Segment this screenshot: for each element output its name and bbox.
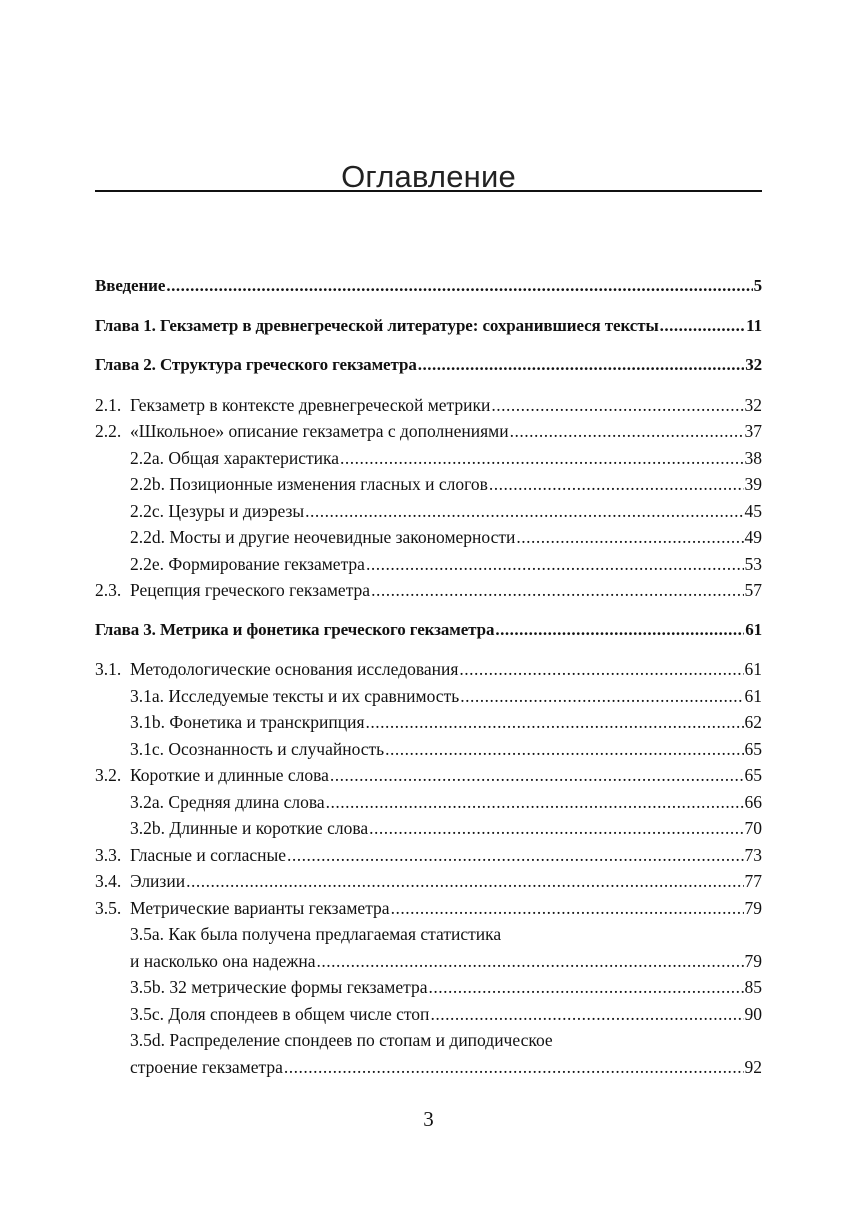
toc-entry-label: 2.2c. Цезуры и диэрезы bbox=[130, 500, 305, 521]
toc-entry-title bbox=[130, 1027, 553, 1054]
toc-entry-title bbox=[130, 683, 459, 710]
toc-entry-number: 3.1. bbox=[95, 659, 122, 679]
toc-entry-page: 45 bbox=[744, 500, 762, 521]
toc-entry-page: 77 bbox=[744, 871, 762, 891]
toc-entry-label: 3.5b. 32 метрические формы гекзаметра bbox=[130, 977, 428, 997]
toc-entry-label: Введение bbox=[95, 276, 166, 295]
toc-entry-label: Глава 2. Структура греческого гекзаметра bbox=[95, 355, 417, 374]
toc-entry[interactable] bbox=[95, 868, 762, 895]
toc-entry[interactable] bbox=[95, 313, 762, 340]
toc-entry-title bbox=[130, 1001, 429, 1028]
toc-entry[interactable] bbox=[95, 471, 762, 498]
toc-entry-label: Короткие и длинные слова bbox=[130, 765, 329, 785]
toc-entry-title bbox=[95, 577, 370, 604]
toc-entry-label: 2.2e. Формирование гекзаметра bbox=[130, 553, 365, 574]
toc-entry-title bbox=[95, 656, 458, 683]
toc-entry-title bbox=[95, 617, 494, 644]
toc-entry[interactable] bbox=[95, 551, 762, 578]
dot-leader bbox=[305, 498, 743, 525]
dot-leader bbox=[366, 551, 744, 578]
toc-entry-page: 79 bbox=[744, 897, 762, 918]
toc-entry-title bbox=[95, 313, 659, 340]
toc-entry[interactable] bbox=[95, 921, 762, 948]
toc-entry-page: 5 bbox=[753, 276, 762, 295]
toc-entry-title bbox=[130, 948, 316, 975]
toc-entry[interactable] bbox=[95, 1027, 762, 1054]
toc-entry[interactable] bbox=[95, 1054, 762, 1081]
toc-entry-number: 3.5. bbox=[95, 897, 122, 918]
toc-entry-label: строение гекзаметра bbox=[130, 1056, 283, 1077]
toc-entry-page: 79 bbox=[744, 950, 762, 971]
toc-entry-label: Элизии bbox=[130, 871, 186, 891]
toc-entry-label: 2.2b. Позиционные изменения гласных и слогов bbox=[130, 474, 488, 494]
dot-leader bbox=[284, 1054, 744, 1081]
toc-entry[interactable] bbox=[95, 974, 762, 1001]
page-number: 3 bbox=[423, 1107, 434, 1131]
toc-entry-title bbox=[95, 868, 185, 895]
toc-entry-page: 11 bbox=[746, 315, 762, 335]
dot-leader bbox=[460, 683, 743, 710]
toc-entry-label: Рецепция греческого гекзаметра bbox=[130, 580, 371, 600]
toc-entry-number: 2.3. bbox=[95, 580, 122, 600]
toc-entry-page: 39 bbox=[744, 474, 762, 494]
toc-entry-number: 3.2. bbox=[95, 765, 122, 785]
dot-leader bbox=[326, 789, 744, 816]
toc-entry-page: 32 bbox=[745, 355, 762, 374]
toc-entry[interactable] bbox=[95, 498, 762, 525]
toc-entry-title bbox=[130, 815, 368, 842]
toc-entry-title bbox=[95, 392, 490, 419]
toc-entry-label: Глава 1. Гекзаметр в древнегреческой литературе: сохранившиеся тексты bbox=[95, 315, 659, 335]
toc-entry[interactable] bbox=[95, 815, 762, 842]
toc-entry[interactable] bbox=[95, 273, 762, 300]
toc-entry[interactable] bbox=[95, 762, 762, 789]
toc-entry-label: Гласные и согласные bbox=[130, 844, 287, 865]
dot-leader bbox=[317, 948, 744, 975]
toc-entry-label: 3.5c. Доля спондеев в общем числе стоп bbox=[130, 1003, 430, 1024]
toc-entry-title bbox=[130, 498, 304, 525]
toc-entry[interactable] bbox=[95, 418, 762, 445]
table-of-contents bbox=[95, 273, 762, 1080]
toc-entry-title bbox=[130, 974, 428, 1001]
toc-entry[interactable] bbox=[95, 352, 762, 379]
toc-entry-title bbox=[130, 445, 339, 472]
toc-entry-page: 73 bbox=[744, 844, 762, 865]
toc-entry-label: Метрические варианты гекзаметра bbox=[130, 897, 390, 918]
dot-leader bbox=[369, 815, 743, 842]
toc-entry-page: 62 bbox=[744, 712, 762, 732]
dot-leader bbox=[371, 577, 743, 604]
toc-entry[interactable] bbox=[95, 789, 762, 816]
dot-leader bbox=[516, 524, 743, 551]
dot-leader bbox=[495, 617, 744, 644]
toc-entry-label: 3.5d. Распределение спондеев по стопам и диподическое bbox=[130, 1030, 553, 1050]
toc-entry-page: 85 bbox=[744, 977, 762, 997]
toc-entry-label: 3.1c. Осознанность и случайность bbox=[130, 738, 385, 759]
dot-leader bbox=[385, 736, 743, 763]
toc-entry-label: 3.2a. Средняя длина слова bbox=[130, 791, 325, 812]
toc-entry-label: 3.1b. Фонетика и транскрипция bbox=[130, 712, 365, 732]
toc-entry[interactable] bbox=[95, 524, 762, 551]
toc-entry[interactable] bbox=[95, 895, 762, 922]
toc-entry-title bbox=[130, 789, 325, 816]
toc-entry-label: 2.2a. Общая характеристика bbox=[130, 447, 339, 468]
toc-entry[interactable] bbox=[95, 392, 762, 419]
dot-leader bbox=[166, 273, 752, 300]
dot-leader bbox=[186, 868, 743, 895]
toc-entry-title bbox=[130, 921, 501, 948]
toc-entry-page: 53 bbox=[744, 553, 762, 574]
toc-entry-title bbox=[130, 1054, 283, 1081]
toc-entry-label: «Школьное» описание гекзаметра с дополнениями bbox=[130, 421, 509, 441]
toc-entry-title bbox=[130, 709, 365, 736]
toc-entry-page: 38 bbox=[744, 447, 762, 468]
page-title: Оглавление bbox=[341, 158, 516, 194]
toc-entry-label: Глава 3. Метрика и фонетика греческого гекзаметра bbox=[95, 619, 495, 639]
toc-entry-page: 70 bbox=[744, 818, 762, 838]
toc-entry[interactable] bbox=[95, 736, 762, 763]
toc-entry-number: 2.1. bbox=[95, 394, 122, 415]
toc-entry[interactable] bbox=[95, 948, 762, 975]
dot-leader bbox=[366, 709, 744, 736]
toc-entry-label: 3.5a. Как была получена предлагаемая статистика bbox=[130, 924, 502, 944]
dot-leader bbox=[391, 895, 744, 922]
dot-leader bbox=[459, 656, 743, 683]
toc-entry-title bbox=[95, 842, 286, 869]
toc-entry-page: 92 bbox=[744, 1056, 762, 1077]
toc-entry[interactable] bbox=[95, 1001, 762, 1028]
toc-entry[interactable] bbox=[95, 656, 762, 683]
toc-entry-label: 2.2d. Мосты и другие неочевидные закономерности bbox=[130, 527, 516, 547]
toc-entry-title bbox=[130, 524, 515, 551]
toc-entry[interactable] bbox=[95, 683, 762, 710]
dot-leader bbox=[429, 974, 744, 1001]
toc-entry-page: 66 bbox=[744, 791, 762, 812]
toc-entry-title bbox=[95, 352, 417, 379]
toc-entry-label: 3.1a. Исследуемые тексты и их сравнимость bbox=[130, 685, 460, 706]
toc-entry-title bbox=[130, 736, 384, 763]
dot-leader bbox=[330, 762, 744, 789]
toc-entry-label: 3.2b. Длинные и короткие слова bbox=[130, 818, 369, 838]
toc-entry-page: 32 bbox=[744, 394, 762, 415]
toc-entry[interactable] bbox=[95, 842, 762, 869]
toc-entry[interactable] bbox=[95, 617, 762, 644]
toc-entry-title bbox=[130, 551, 365, 578]
dot-leader bbox=[287, 842, 743, 869]
toc-entry-label: Методологические основания исследования bbox=[130, 659, 459, 679]
toc-entry-page: 57 bbox=[744, 580, 762, 600]
toc-entry[interactable] bbox=[95, 577, 762, 604]
toc-entry-page: 37 bbox=[744, 421, 762, 441]
toc-entry[interactable] bbox=[95, 445, 762, 472]
toc-entry-label: Гекзаметр в контексте древнегреческой метрики bbox=[130, 394, 491, 415]
dot-leader bbox=[510, 418, 744, 445]
toc-entry-title bbox=[95, 273, 165, 300]
toc-entry-number: 3.3. bbox=[95, 844, 122, 865]
toc-entry-page: 61 bbox=[744, 659, 762, 679]
dot-leader bbox=[430, 1001, 743, 1028]
toc-entry-page: 65 bbox=[744, 738, 762, 759]
dot-leader bbox=[340, 445, 744, 472]
toc-entry[interactable] bbox=[95, 709, 762, 736]
dot-leader bbox=[491, 392, 743, 419]
toc-entry-title bbox=[130, 471, 488, 498]
title-rule bbox=[95, 190, 762, 192]
toc-entry-page: 65 bbox=[744, 765, 762, 785]
dot-leader bbox=[489, 471, 744, 498]
toc-entry-label: и насколько она надежна bbox=[130, 950, 316, 971]
toc-entry-title bbox=[95, 418, 509, 445]
toc-entry-title bbox=[95, 762, 329, 789]
toc-entry-page: 49 bbox=[744, 527, 762, 547]
dot-leader bbox=[418, 352, 744, 379]
toc-entry-page: 90 bbox=[744, 1003, 762, 1024]
toc-entry-title bbox=[95, 895, 390, 922]
toc-entry-number: 2.2. bbox=[95, 421, 122, 441]
toc-entry-number: 3.4. bbox=[95, 871, 122, 891]
toc-entry-page: 61 bbox=[745, 619, 762, 639]
dot-leader bbox=[660, 313, 745, 340]
toc-entry-page: 61 bbox=[744, 685, 762, 706]
